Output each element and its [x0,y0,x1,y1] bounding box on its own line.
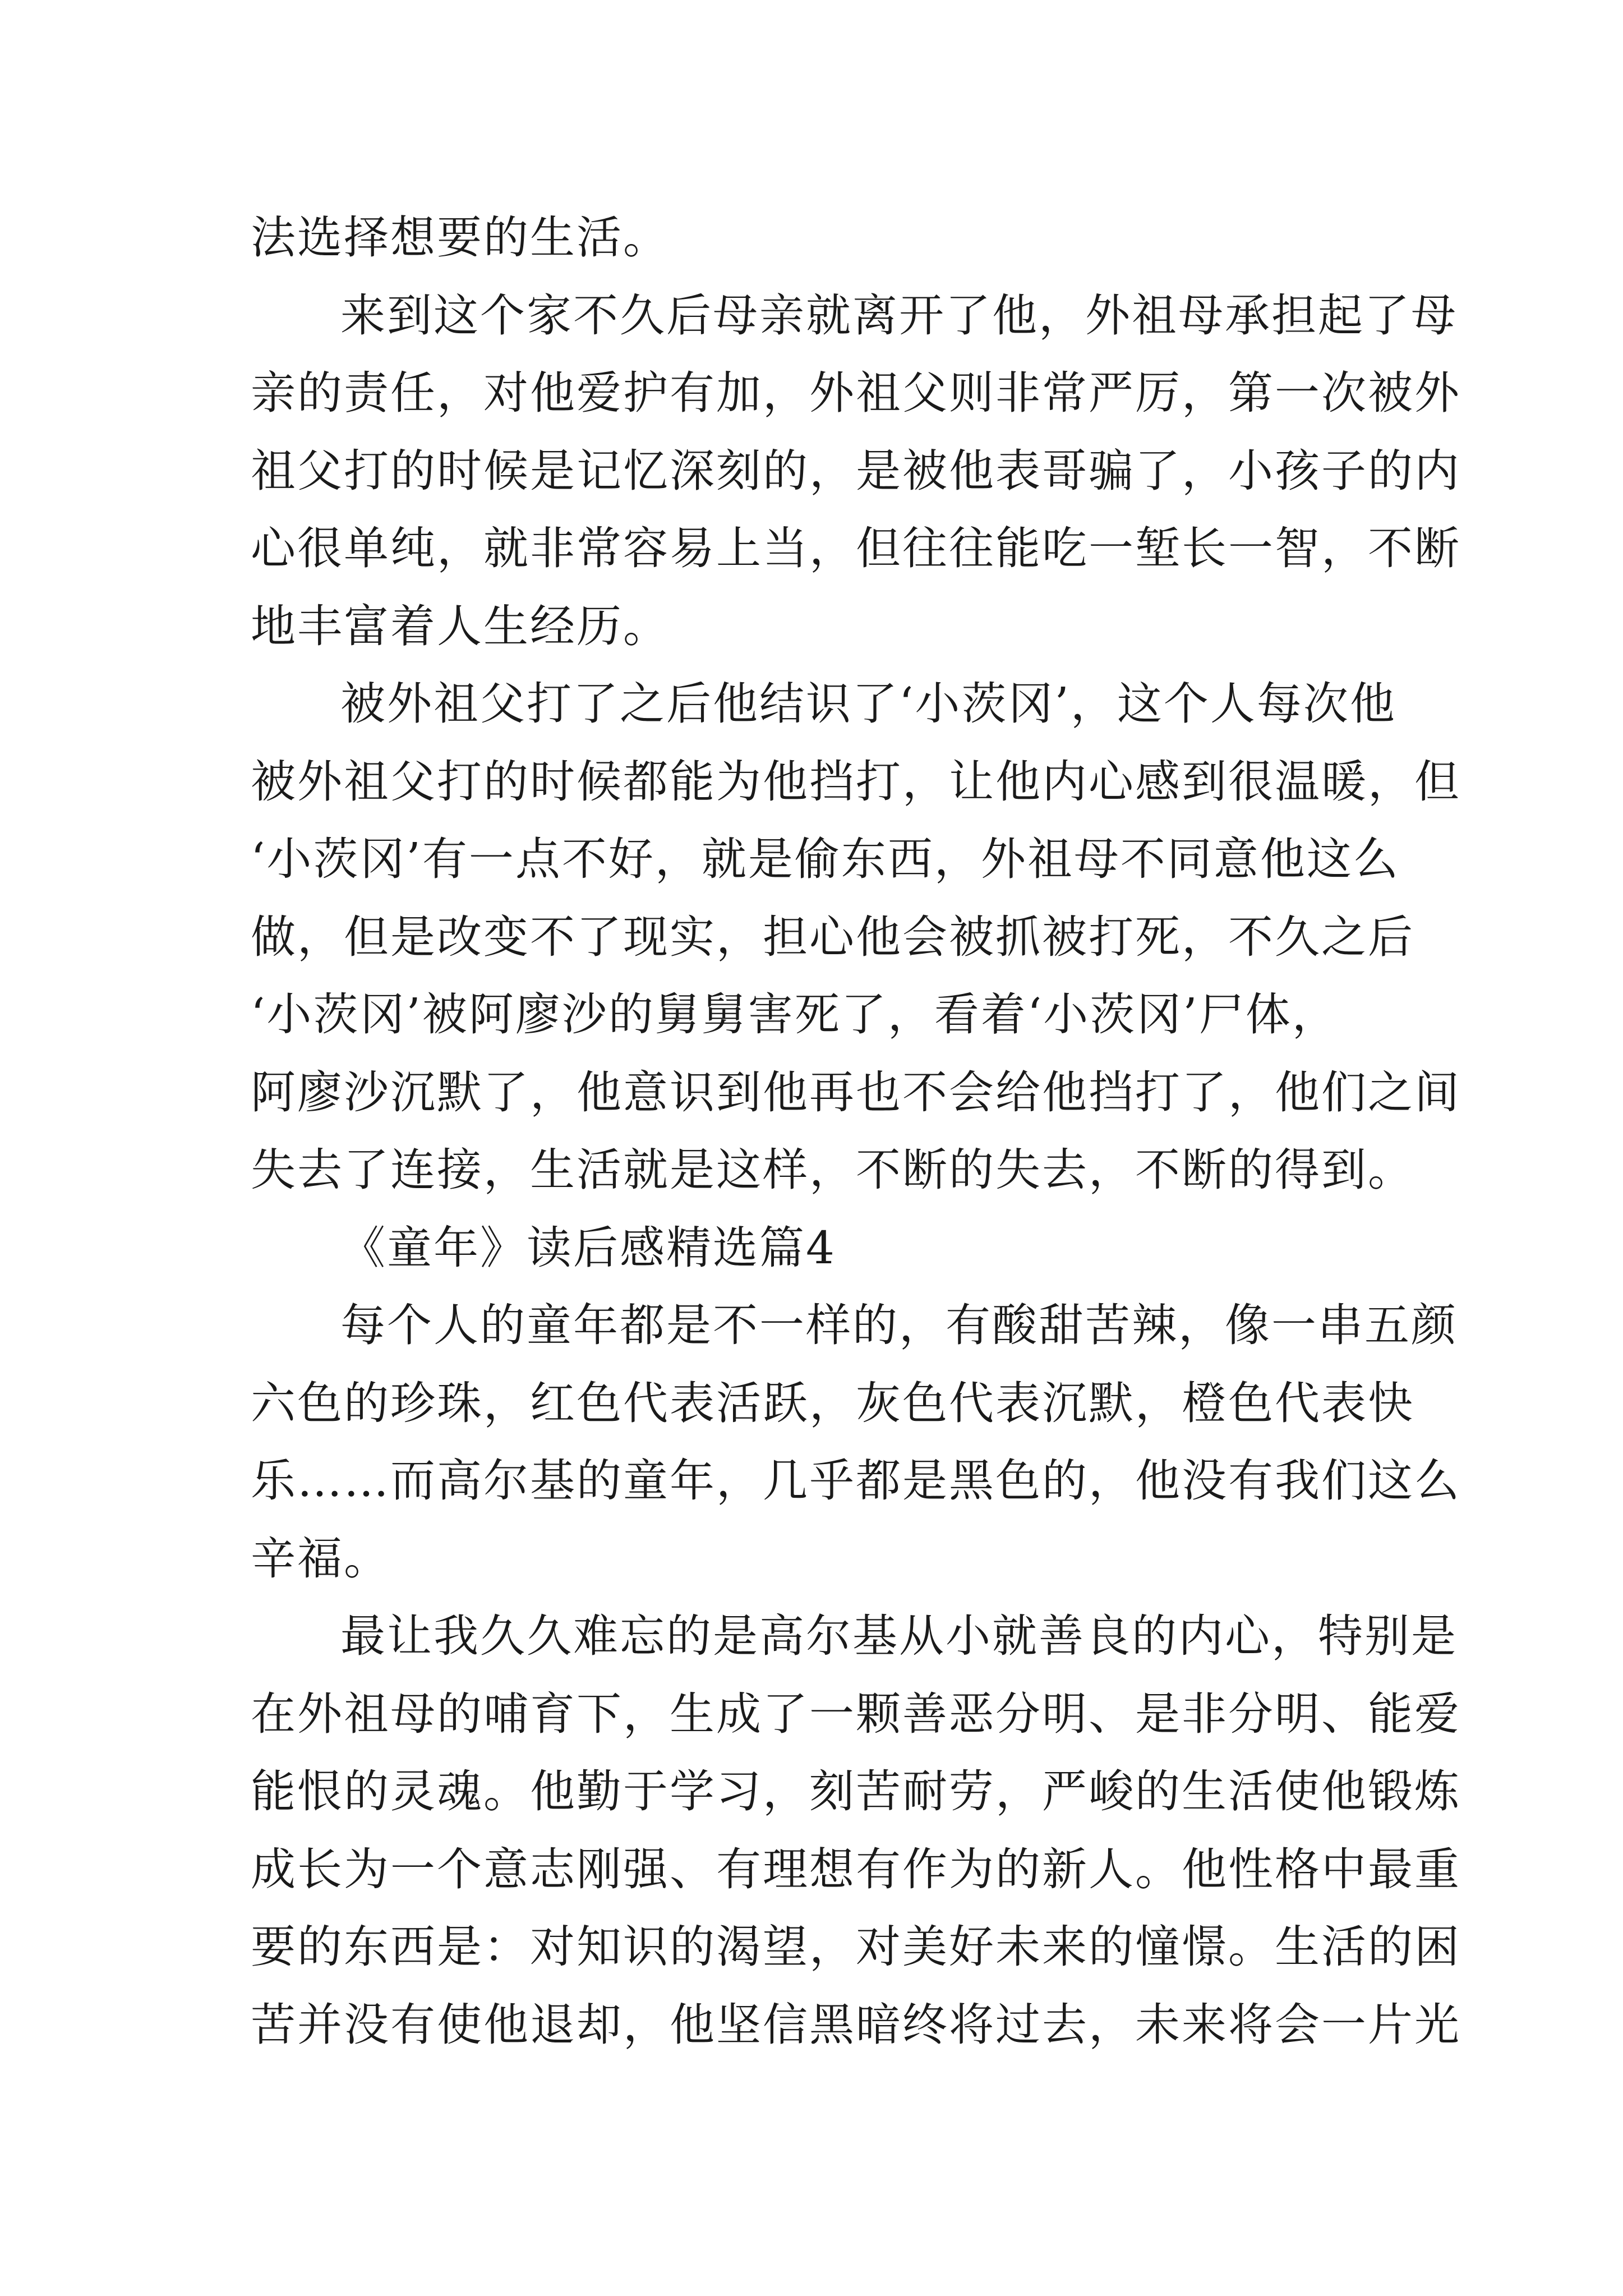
text-line: ‘小茨冈’被阿廖沙的舅舅害死了，看着‘小茨冈’尸体， [251,988,1339,1041]
section-heading: 《童年》读后感精选篇4 [340,1221,836,1274]
text-line: 要的东西是：对知识的渴望，对美好未来的憧憬。生活的困 [251,1921,1461,1973]
text-line: 六色的珍珠，红色代表活跃，灰色代表沉默，橙色代表快 [251,1377,1414,1429]
text-line: 能恨的灵魂。他勤于学习，刻苦耐劳，严峻的生活使他锻炼 [251,1765,1461,1818]
text-line: 来到这个家不久后母亲就离开了他，外祖母承担起了母 [340,289,1458,342]
text-line: 最让我久久难忘的是高尔基从小就善良的内心，特别是 [340,1610,1458,1662]
text-line: 法选择想要的生活。 [251,211,670,264]
text-line: 阿廖沙沉默了，他意识到他再也不会给他挡打了，他们之间 [251,1066,1461,1119]
text-line: ‘小茨冈’有一点不好，就是偷东西，外祖母不同意他这么 [251,833,1400,885]
text-line: 被外祖父打的时候都能为他挡打，让他内心感到很温暖，但 [251,755,1461,808]
text-line: 每个人的童年都是不一样的，有酸甜苦辣，像一串五颜 [340,1299,1458,1351]
text-line: 心很单纯，就非常容易上当，但往往能吃一堑长一智，不断 [251,522,1461,574]
text-line: 做，但是改变不了现实，担心他会被抓被打死，不久之后 [251,910,1414,963]
text-line: 地丰富着人生经历。 [251,600,670,652]
text-line: 苦并没有使他退却，他坚信黑暗终将过去，未来将会一片光 [251,1998,1461,2051]
text-line: 乐……而高尔基的童年，几乎都是黑色的，他没有我们这么 [251,1455,1461,1507]
text-line: 在外祖母的哺育下，生成了一颗善恶分明、是非分明、能爱 [251,1687,1461,1740]
body-text [251,199,1461,2064]
text-line: 亲的责任，对他爱护有加，外祖父则非常严厉，第一次被外 [251,367,1461,419]
text-line: 祖父打的时候是记忆深刻的，是被他表哥骗了，小孩子的内 [251,444,1461,497]
text-line: 成长为一个意志刚强、有理想有作为的新人。他性格中最重 [251,1843,1461,1895]
text-line: 失去了连接，生活就是这样，不断的失去，不断的得到。 [251,1144,1414,1196]
text-line: 辛福。 [251,1532,390,1585]
text-line: 被外祖父打了之后他结识了‘小茨冈’，这个人每次他 [340,678,1396,730]
